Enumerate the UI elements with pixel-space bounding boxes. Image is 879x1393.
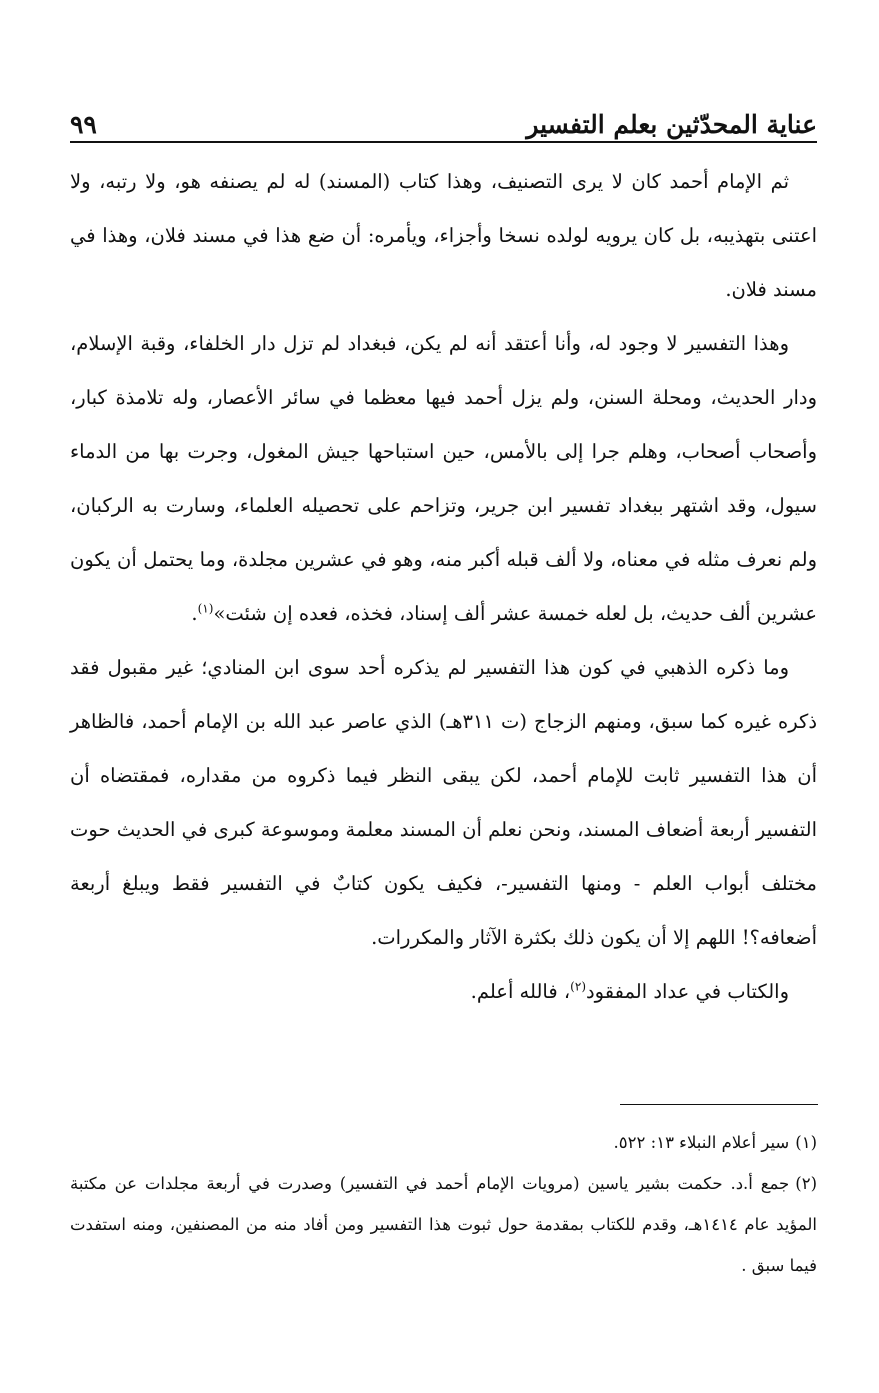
paragraph-text: ثم الإمام أحمد كان لا يرى التصنيف، وهذا كتاب (المسند) له لم يصنفه هو، ولا رتبه، ولا اعتنى بتهذيبه، بل كان يرويه لولده نسخا وأجزاء، ويأمره: أن ضع هذا في مسند فلان، وهذا في مسند فلان.	[70, 170, 817, 301]
header-rule	[70, 141, 817, 143]
paragraph-text: وهذا التفسير لا وجود له، وأنا أعتقد أنه لم يكن، فبغداد لم تزل دار الخلفاء، وقبة الإسلام، ودار الحديث، ومحلة السنن، ولم يزل أحمد فيها معظما في سائر الأعصار، وله تلامذة كبار، وأصحاب أصحاب، وهلم جرا إلى بالأمس، حين استباحها جيش المغول، وجرت بها من الدماء سيول، وقد اشتهر ببغداد تفسير ابن جرير، وتزاحم على تحصيله العلماء، وسارت به الركبان، ولم نعرف مثله في معناه، ولا ألف قبله أكبر منه، وهو في عشرين مجلدة، وما يحتمل أن يكون عشرين ألف حديث، بل لعله خمسة عشر ألف إسناد، فخذه، فعده إن شئت»	[70, 332, 817, 625]
footnote-text: جمع أ.د. حكمت بشير ياسين (مرويات الإمام أحمد في التفسير) وصدرت في أربعة مجلدات عن مكتبة المؤيد عام ١٤١٤هـ، وقدم للكتاب بمقدمة حول ثبوت هذا التفسير ومن أفاد منه من المصنفين، ومنه استفدت فيما سبق .	[70, 1174, 817, 1275]
footnote-mark: (١)	[795, 1133, 817, 1152]
footnote-item	[70, 1163, 817, 1286]
footnotes	[70, 1122, 817, 1286]
footnote-mark: (٢)	[795, 1174, 817, 1193]
paragraph-end: .	[191, 602, 198, 625]
paragraph	[70, 641, 817, 965]
running-title: عناية المحدّثين بعلم التفسير	[526, 110, 817, 139]
paragraph	[70, 317, 817, 641]
footnote-item	[70, 1122, 817, 1163]
page-number: ٩٩	[70, 110, 97, 139]
paragraph-text: وما ذكره الذهبي في كون هذا التفسير لم يذكره أحد سوى ابن المنادي؛ غير مقبول فقد ذكره غيره كما سبق، ومنهم الزجاج (ت ٣١١هـ) الذي عاصر عبد الله بن الإمام أحمد، فالظاهر أن هذا التفسير ثابت للإمام أحمد، لكن يبقى النظر فيما ذكروه من مقداره، فمقتضاه أن التفسير أربعة أضعاف المسند، ونحن نعلم أن المسند معلمة وموسوعة كبرى في الحديث حوت مختلف أبواب العلم - ومنها التفسير-، فكيف يكون كتابٌ في التفسير فقط ويبلغ أربعة أضعافه؟! اللهم إلا أن يكون ذلك بكثرة الآثار والمكررات.	[70, 656, 818, 949]
footnote-text: سير أعلام النبلاء ١٣: ٥٢٢.	[613, 1133, 790, 1152]
paragraph	[70, 155, 817, 317]
main-text	[70, 155, 817, 1019]
footnote-separator	[620, 1104, 818, 1105]
footnote-reference[interactable]: (٢)	[570, 979, 586, 994]
page-header	[70, 100, 817, 140]
paragraph	[70, 965, 817, 1019]
footnote-reference[interactable]: (١)	[197, 601, 214, 616]
paragraph-text: والكتاب في عداد المفقود	[586, 980, 789, 1003]
paragraph-end: ، فالله أعلم.	[470, 980, 571, 1003]
